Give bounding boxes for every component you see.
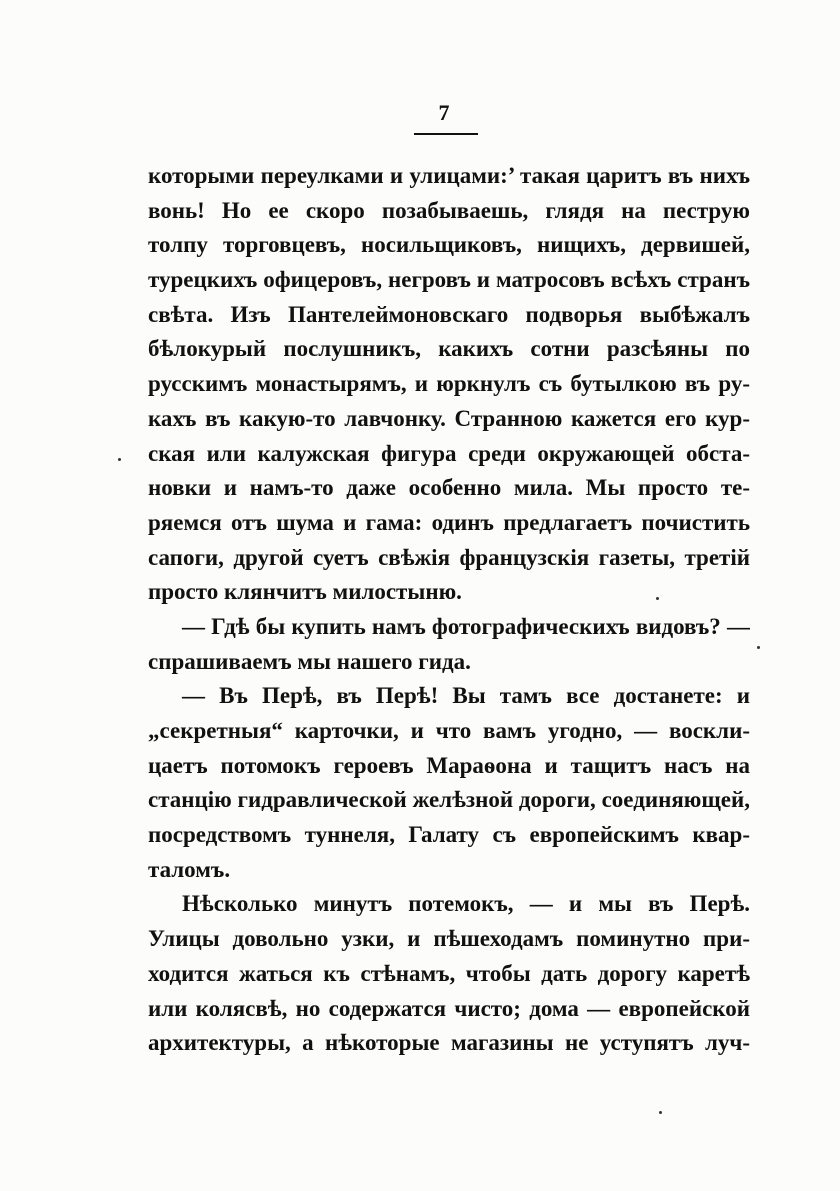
page-number-rule: [414, 133, 478, 135]
text-line: бѣлокурый послушникъ, какихъ сотни разсѣяны по: [148, 336, 750, 362]
text-line: которыми переулками и улицами:’ такая царитъ въ нихъ: [148, 163, 750, 188]
text-line: Улицы довольно узки, и пѣшеходамъ поминутно при-: [148, 926, 750, 952]
text-line: ская или калужская фигура среди окружающей обста-: [148, 440, 750, 466]
text-line: кахъ въ какую-то лавчонку. Странною кажется его кур-: [148, 405, 750, 431]
text-line: „секретныя“ карточки, и что вамъ угодно, — воскли-: [148, 718, 750, 743]
text-line: или колясвѣ, но содержатся чисто; дома — европейской: [148, 995, 750, 1021]
text-line: цаетъ потомокъ героевъ Мараѳона и тащитъ насъ на: [148, 752, 750, 778]
text-line: станцію гидравлической желѣзной дороги, соединяющей,: [148, 787, 750, 813]
body-text: [148, 159, 750, 1061]
text-line: русскимъ монастырямъ, и юркнулъ съ бутылкою въ ру-: [148, 371, 750, 397]
text-line: ряемся отъ шума и гама: одинъ предлагаетъ почистить: [148, 509, 750, 535]
paper-speck: [118, 458, 121, 461]
text-line: свѣта. Изъ Пантелеймоновскаго подворья выбѣжалъ: [148, 301, 750, 327]
page-number: 7: [438, 100, 450, 125]
text-line: вонь! Но ее скоро позабываешь, глядя на пеструю: [148, 197, 750, 223]
text-line: просто клянчитъ милостыню.: [148, 579, 462, 605]
text-line: архитектуры, а нѣкоторые магазины не уступятъ луч-: [148, 1030, 750, 1056]
text-line: спрашиваемъ мы нашего гида.: [148, 648, 471, 674]
paper-speck: [659, 1111, 662, 1114]
text-line: толпу торговцевъ, носильщиковъ, нищихъ, дервишей,: [148, 232, 750, 258]
text-line: сапоги, другой суетъ свѣжія французскія газеты, третій: [148, 544, 750, 570]
text-line: — Въ Перѣ, въ Перѣ! Вы тамъ все достанете: и: [182, 683, 750, 709]
text-line: новки и намъ-то даже особенно мила. Мы просто те-: [148, 475, 750, 501]
paper-speck: [757, 646, 760, 649]
text-line: таломъ.: [148, 856, 231, 882]
text-line: — Гдѣ бы купить намъ фотографическихъ видовъ? —: [182, 613, 750, 639]
paper-speck: [656, 597, 659, 600]
text-line: ходится жаться къ стѣнамъ, чтобы дать дорогу каретѣ: [148, 960, 750, 986]
text-line: посредствомъ туннеля, Галату съ европейскимъ квар-: [148, 822, 750, 848]
text-line: турецкихъ офицеровъ, негровъ и матросовъ всѣхъ странъ: [148, 267, 750, 293]
text-line: Нѣсколько минутъ потемокъ, — и мы въ Перѣ.: [182, 891, 750, 917]
